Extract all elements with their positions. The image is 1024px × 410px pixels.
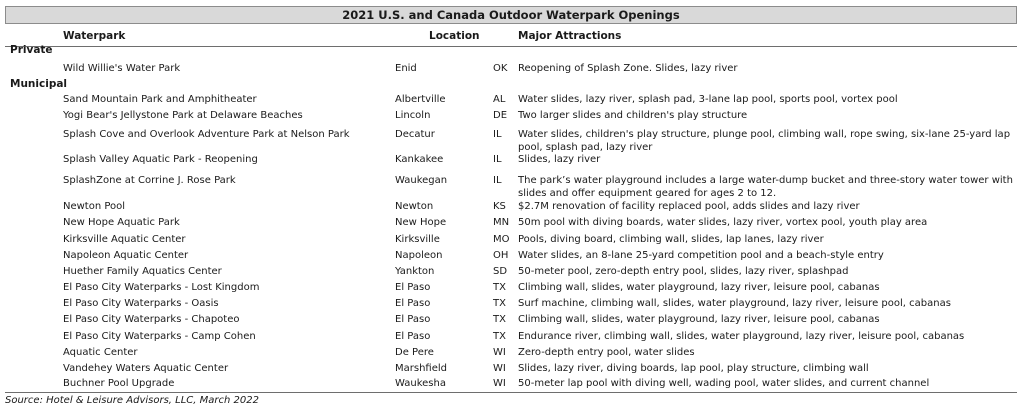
state-cell: IL (493, 154, 502, 165)
attractions-cell: Water slides, an 8-lane 25-yard competition pool and a beach-style entry (518, 250, 884, 261)
state-cell: DE (493, 110, 508, 121)
city-cell: Decatur (395, 129, 435, 140)
waterpark-name-cell: El Paso City Waterparks - Oasis (63, 298, 219, 309)
attractions-cell: 50m pool with diving boards, water slides, lazy river, vortex pool, youth play area (518, 217, 928, 228)
state-cell: TX (493, 331, 506, 342)
group-label-municipal: Municipal (10, 78, 68, 90)
attractions-cell: Slides, lazy river, diving boards, lap pool, play structure, climbing wall (518, 363, 869, 374)
city-cell: Kankakee (395, 154, 444, 165)
city-cell: Napoleon (395, 250, 443, 261)
city-cell: De Pere (395, 347, 434, 358)
state-cell: IL (493, 129, 502, 140)
state-cell: AL (493, 94, 506, 105)
state-cell: TX (493, 282, 506, 293)
state-cell: WI (493, 378, 506, 389)
attractions-cell: Climbing wall, slides, water playground, lazy river, leisure pool, cabanas (518, 282, 880, 293)
waterpark-name-cell: Aquatic Center (63, 347, 138, 358)
waterpark-name-cell: Huether Family Aquatics Center (63, 266, 222, 277)
waterpark-name-cell: Vandehey Waters Aquatic Center (63, 363, 229, 374)
city-cell: El Paso (395, 314, 431, 325)
city-cell: Waukesha (395, 378, 446, 389)
waterpark-name-cell: Yogi Bear's Jellystone Park at Delaware Beaches (63, 110, 303, 121)
header-divider (5, 46, 1017, 47)
waterpark-name-cell: El Paso City Waterparks - Camp Cohen (63, 331, 256, 342)
state-cell: TX (493, 314, 506, 325)
state-cell: KS (493, 201, 506, 212)
city-cell: Yankton (395, 266, 435, 277)
waterpark-table (5, 6, 1017, 392)
city-cell: El Paso (395, 298, 431, 309)
state-cell: OK (493, 63, 508, 74)
column-header-location: Location (429, 30, 480, 42)
waterpark-name-cell: El Paso City Waterparks - Chapoteo (63, 314, 240, 325)
waterpark-name-cell: SplashZone at Corrine J. Rose Park (63, 175, 236, 186)
city-cell: Kirksville (395, 234, 440, 245)
attractions-cell: Climbing wall, slides, water playground, lazy river, leisure pool, cabanas (518, 314, 880, 325)
city-cell: Newton (395, 201, 434, 212)
city-cell: Lincoln (395, 110, 431, 121)
attractions-cell: Surf machine, climbing wall, slides, water playground, lazy river, leisure pool, cabanas (518, 298, 951, 309)
city-cell: Enid (395, 63, 417, 74)
state-cell: WI (493, 347, 506, 358)
waterpark-name-cell: Napoleon Aquatic Center (63, 250, 189, 261)
attractions-cell: Reopening of Splash Zone. Slides, lazy river (518, 63, 738, 74)
state-cell: WI (493, 363, 506, 374)
city-cell: El Paso (395, 331, 431, 342)
table-bottom-divider (5, 392, 1017, 393)
waterpark-name-cell: New Hope Aquatic Park (63, 217, 180, 228)
attractions-cell: $2.7M renovation of facility replaced pool, adds slides and lazy river (518, 201, 860, 212)
waterpark-name-cell: Wild Willie's Water Park (63, 63, 181, 74)
waterpark-name-cell: Buchner Pool Upgrade (63, 378, 175, 389)
waterpark-name-cell: Newton Pool (63, 201, 126, 212)
waterpark-name-cell: Splash Valley Aquatic Park - Reopening (63, 154, 258, 165)
attractions-cell: The park’s water playground includes a large water-dump bucket and three-story water tower with slides and offer equipment geared for ages 2 to 12. (518, 175, 1013, 199)
state-cell: OH (493, 250, 509, 261)
state-cell: TX (493, 298, 506, 309)
attractions-cell: Two larger slides and children's play structure (518, 110, 748, 121)
waterpark-name-cell: El Paso City Waterparks - Lost Kingdom (63, 282, 260, 293)
city-cell: Waukegan (395, 175, 448, 186)
city-cell: El Paso (395, 282, 431, 293)
attractions-cell: 50-meter pool, zero-depth entry pool, slides, lazy river, splashpad (518, 266, 849, 277)
attractions-cell: 50-meter lap pool with diving well, wading pool, water slides, and current channel (518, 378, 930, 389)
attractions-cell: Water slides, children's play structure, plunge pool, climbing wall, rope swing, six-lane 25-yard lap pool, splash pad, lazy river (518, 129, 1011, 153)
column-header-waterpark: Waterpark (63, 30, 126, 42)
attractions-cell: Zero-depth entry pool, water slides (518, 347, 695, 358)
city-cell: Albertville (395, 94, 446, 105)
waterpark-name-cell: Sand Mountain Park and Amphitheater (63, 94, 257, 105)
source-note: Source: Hotel & Leisure Advisors, LLC, March 2022 (5, 395, 259, 406)
state-cell: MO (493, 234, 510, 245)
group-label-private: Private (10, 44, 53, 56)
table-title: 2021 U.S. and Canada Outdoor Waterpark Openings (5, 6, 1017, 24)
column-header-attractions: Major Attractions (518, 30, 622, 42)
city-cell: New Hope (395, 217, 447, 228)
state-cell: MN (493, 217, 510, 228)
city-cell: Marshfield (395, 363, 447, 374)
attractions-cell: Water slides, lazy river, splash pad, 3-lane lap pool, sports pool, vortex pool (518, 94, 898, 105)
attractions-cell: Endurance river, climbing wall, slides, water playground, lazy river, leisure pool, cabanas (518, 331, 965, 342)
state-cell: SD (493, 266, 508, 277)
waterpark-name-cell: Kirksville Aquatic Center (63, 234, 186, 245)
waterpark-name-cell: Splash Cove and Overlook Adventure Park at Nelson Park (63, 129, 350, 140)
attractions-cell: Pools, diving board, climbing wall, slides, lap lanes, lazy river (518, 234, 824, 245)
state-cell: IL (493, 175, 502, 186)
attractions-cell: Slides, lazy river (518, 154, 601, 165)
